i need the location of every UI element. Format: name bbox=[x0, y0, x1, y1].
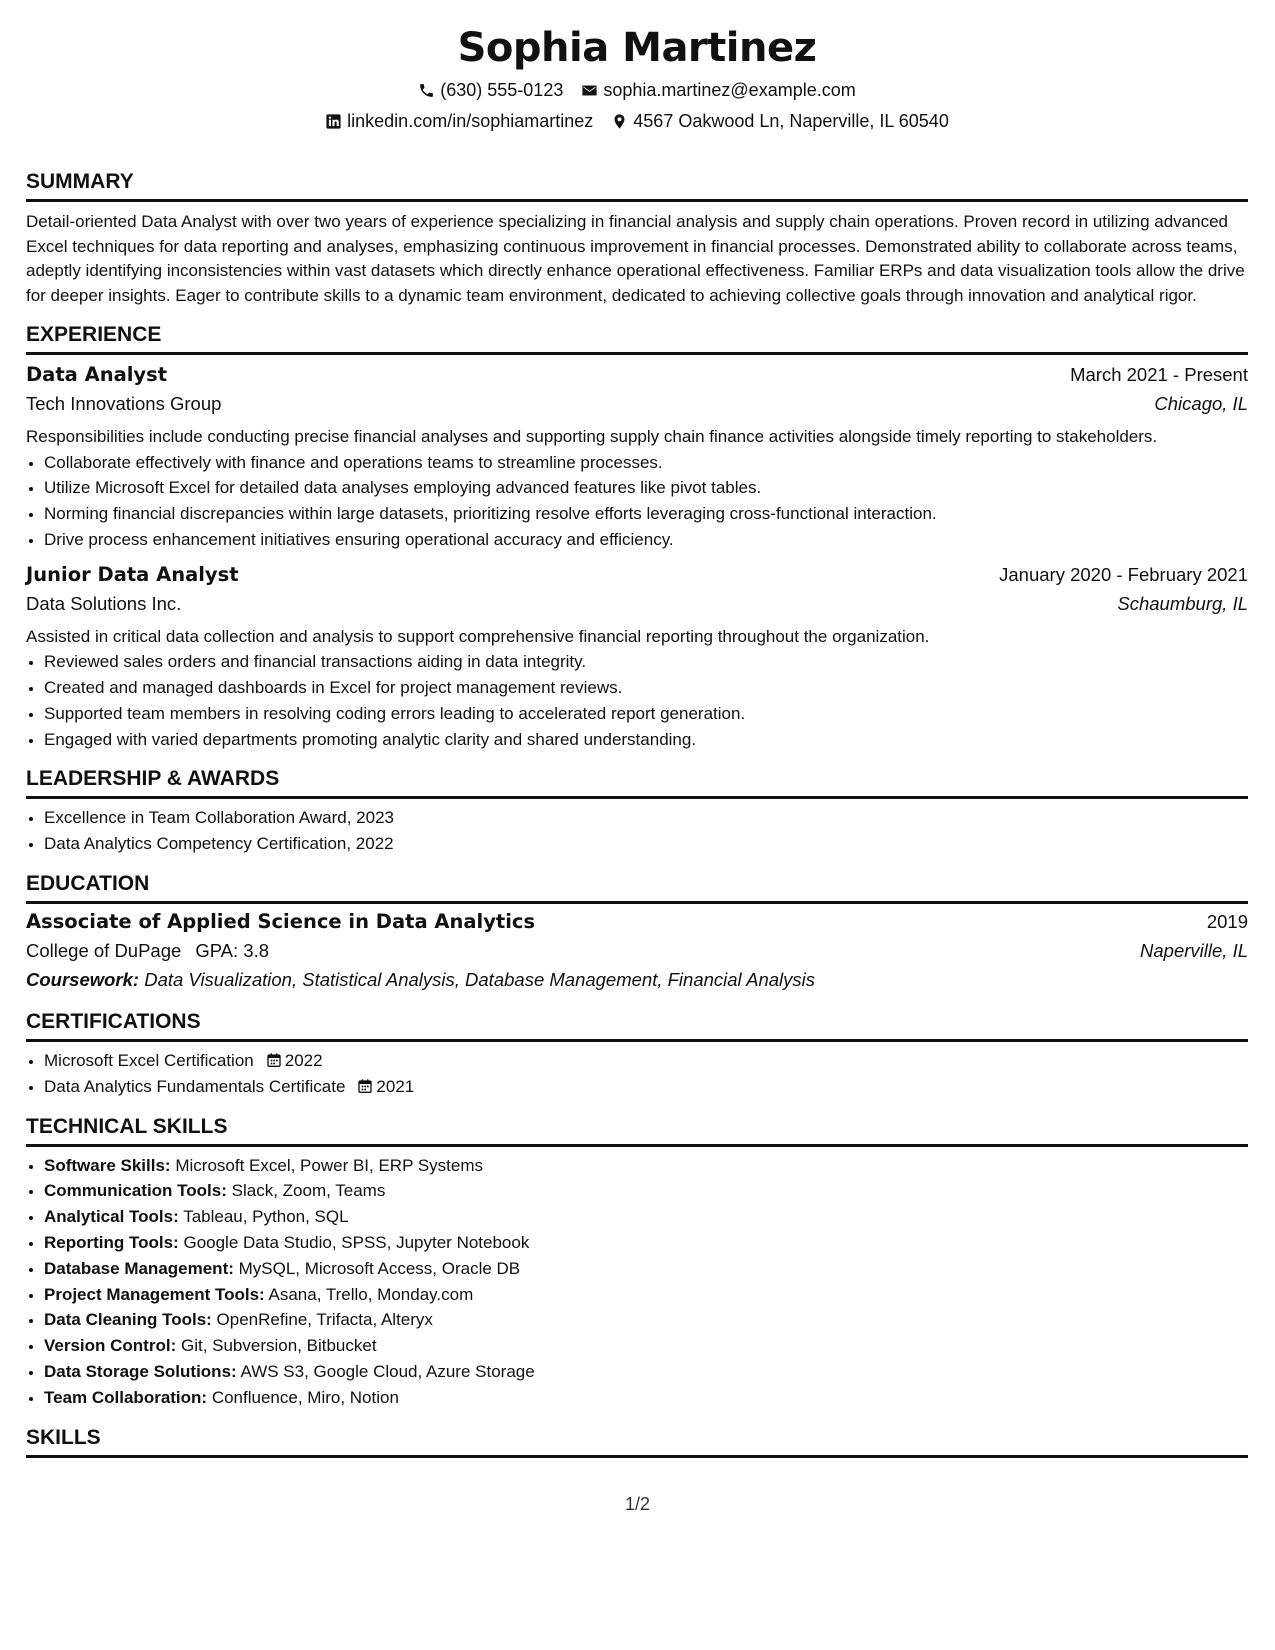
job-location: Schaumburg, IL bbox=[1117, 592, 1248, 614]
skill-label: Version Control: bbox=[44, 1336, 177, 1356]
phone-icon bbox=[418, 82, 435, 99]
list-item bbox=[44, 1256, 1248, 1282]
job-dates: March 2021 - Present bbox=[1070, 364, 1248, 385]
skill-value: Slack, Zoom, Teams bbox=[231, 1181, 386, 1201]
list-item bbox=[44, 1359, 1248, 1385]
list-item bbox=[44, 1333, 1248, 1359]
email-address: sophia.martinez@example.com bbox=[603, 80, 856, 100]
certifications-section bbox=[26, 1009, 1248, 1100]
list-item: • Supported team members in resolving coding errors leading to accelerated report generation. bbox=[44, 701, 1248, 727]
school-location: Naperville, IL bbox=[1140, 939, 1248, 961]
skill-label: Team Collaboration: bbox=[44, 1387, 208, 1407]
skill-label: Data Storage Solutions: bbox=[44, 1361, 237, 1381]
list-item: • Data Analytics Competency Certification, 2022 bbox=[44, 831, 1248, 857]
list-item bbox=[44, 1230, 1248, 1256]
job-bullets bbox=[26, 649, 1248, 752]
leadership-list bbox=[26, 805, 1248, 857]
skill-label: Reporting Tools: bbox=[44, 1232, 179, 1252]
map-pin-icon bbox=[611, 113, 628, 130]
list-item: • Reviewed sales orders and financial transactions aiding in data integrity. bbox=[44, 649, 1248, 675]
phone-contact bbox=[418, 78, 563, 102]
technical-skills-list bbox=[26, 1153, 1248, 1411]
linkedin-icon bbox=[325, 113, 342, 130]
contact-row-2 bbox=[26, 109, 1248, 133]
job-company: Tech Innovations Group bbox=[26, 393, 222, 414]
skill-value: OpenRefine, Trifacta, Alteryx bbox=[216, 1310, 433, 1330]
phone-number: (630) 555-0123 bbox=[440, 80, 564, 100]
list-item: • Collaborate effectively with finance and operations teams to streamline processes. bbox=[44, 450, 1248, 476]
email-contact[interactable] bbox=[581, 78, 855, 102]
education-section bbox=[26, 871, 1248, 991]
list-item bbox=[44, 1282, 1248, 1308]
list-item bbox=[44, 1307, 1248, 1333]
experience-heading: EXPERIENCE bbox=[26, 322, 1248, 355]
skills-heading: SKILLS bbox=[26, 1425, 1248, 1458]
skill-value: MySQL, Microsoft Access, Oracle DB bbox=[238, 1258, 521, 1278]
job-entry bbox=[26, 563, 1248, 753]
experience-section bbox=[26, 322, 1248, 752]
summary-heading: SUMMARY bbox=[26, 169, 1248, 202]
certification-year: 2021 bbox=[376, 1076, 415, 1096]
list-item bbox=[44, 1074, 1248, 1100]
skill-value: AWS S3, Google Cloud, Azure Storage bbox=[240, 1361, 535, 1381]
skills-section bbox=[26, 1425, 1248, 1458]
certification-name: Microsoft Excel Certification bbox=[44, 1050, 254, 1070]
list-item bbox=[44, 1178, 1248, 1204]
job-title: Data Analyst bbox=[26, 363, 168, 386]
list-item: • Excellence in Team Collaboration Award, 2023 bbox=[44, 805, 1248, 831]
skill-label: Software Skills: bbox=[44, 1155, 171, 1175]
coursework-list: Data Visualization, Statistical Analysis, Database Management, Financial Analysis bbox=[144, 968, 816, 990]
certification-year: 2022 bbox=[284, 1050, 323, 1070]
school-name: College of DuPage bbox=[26, 939, 182, 961]
technical-skills-heading: TECHNICAL SKILLS bbox=[26, 1114, 1248, 1147]
job-description: Assisted in critical data collection and analysis to support comprehensive financial reporting throughout the organization. bbox=[26, 626, 930, 646]
job-dates: January 2020 - February 2021 bbox=[999, 563, 1248, 585]
skill-value: Microsoft Excel, Power BI, ERP Systems bbox=[175, 1155, 484, 1175]
list-item: • Created and managed dashboards in Excel for project management reviews. bbox=[44, 675, 1248, 701]
certifications-list bbox=[26, 1048, 1248, 1100]
candidate-name: Sophia Martinez bbox=[457, 25, 817, 71]
education-heading: EDUCATION bbox=[26, 871, 1248, 904]
list-item bbox=[44, 1153, 1248, 1179]
job-title: Junior Data Analyst bbox=[26, 562, 239, 586]
address-text: 4567 Oakwood Ln, Naperville, IL 60540 bbox=[633, 111, 949, 131]
list-item: • Drive process enhancement initiatives ensuring operational accuracy and efficiency. bbox=[44, 527, 1248, 553]
graduation-year: 2019 bbox=[1206, 910, 1248, 932]
skill-value: Confluence, Miro, Notion bbox=[211, 1387, 399, 1407]
job-description: Responsibilities include conducting precise financial analyses and supporting supply chain finance activities alongside timely reporting to stakeholders. bbox=[26, 427, 1158, 446]
list-item bbox=[44, 1204, 1248, 1230]
list-item: • Utilize Microsoft Excel for detailed data analyses employing advanced features like pivot tables. bbox=[44, 475, 1248, 501]
summary-section bbox=[26, 169, 1248, 308]
leadership-section bbox=[26, 766, 1248, 857]
skill-value: Tableau, Python, SQL bbox=[183, 1207, 349, 1227]
contact-row-1 bbox=[26, 78, 1248, 102]
list-item bbox=[44, 1385, 1248, 1411]
resume-page bbox=[26, 0, 1248, 1458]
certifications-heading: CERTIFICATIONS bbox=[26, 1009, 1248, 1042]
gpa: GPA: 3.8 bbox=[195, 939, 270, 961]
skill-label: Database Management: bbox=[44, 1258, 234, 1278]
job-location: Chicago, IL bbox=[1154, 393, 1248, 414]
technical-skills-section bbox=[26, 1114, 1248, 1411]
leadership-heading: LEADERSHIP & AWARDS bbox=[26, 766, 1248, 799]
coursework bbox=[26, 969, 1248, 991]
calendar-icon bbox=[266, 1052, 282, 1068]
certification-name: Data Analytics Fundamentals Certificate bbox=[44, 1076, 346, 1096]
skill-label: Project Management Tools: bbox=[44, 1284, 265, 1304]
skill-label: Analytical Tools: bbox=[44, 1207, 179, 1227]
address-contact bbox=[611, 109, 949, 133]
list-item: • Engaged with varied departments promoting analytic clarity and shared understanding. bbox=[44, 727, 1248, 753]
skill-value: Asana, Trello, Monday.com bbox=[268, 1284, 474, 1304]
calendar-icon bbox=[357, 1078, 373, 1094]
list-item bbox=[44, 1048, 1248, 1074]
job-bullets bbox=[26, 450, 1248, 553]
linkedin-contact[interactable] bbox=[325, 109, 593, 133]
page-number: 1/2 bbox=[624, 1494, 651, 1514]
skill-label: Communication Tools: bbox=[44, 1181, 227, 1201]
envelope-icon bbox=[581, 82, 598, 99]
linkedin-url: linkedin.com/in/sophiamartinez bbox=[347, 111, 594, 131]
degree-title: Associate of Applied Science in Data Analytics bbox=[26, 909, 536, 933]
summary-text: Detail-oriented Data Analyst with over two years of experience specializing in financial analysis and supply chain operations. Proven record in utilizing advanced Excel techniques for data reporting and analyses, emphasizing continuous improvement in financial processes. Demonstrated ability to collaborate across teams, adeptly identifying inconsistencies within vast datasets which directly enhance operational effectiveness. Familiar ERPs and data visualization tools allow the drive for deeper insights. Eager to contribute skills to a dynamic team environment, dedicated to achieving collective goals through innovation and analytical rigor. bbox=[26, 212, 1245, 305]
coursework-label: Coursework: bbox=[26, 968, 140, 990]
job-company: Data Solutions Inc. bbox=[26, 592, 182, 614]
skill-value: Google Data Studio, SPSS, Jupyter Notebook bbox=[183, 1232, 530, 1252]
skill-label: Data Cleaning Tools: bbox=[44, 1310, 212, 1330]
list-item: • Norming financial discrepancies within large datasets, prioritizing resolve efforts leveraging cross-functional interaction. bbox=[44, 501, 1248, 527]
job-entry bbox=[26, 363, 1248, 553]
skill-value: Git, Subversion, Bitbucket bbox=[180, 1336, 377, 1356]
